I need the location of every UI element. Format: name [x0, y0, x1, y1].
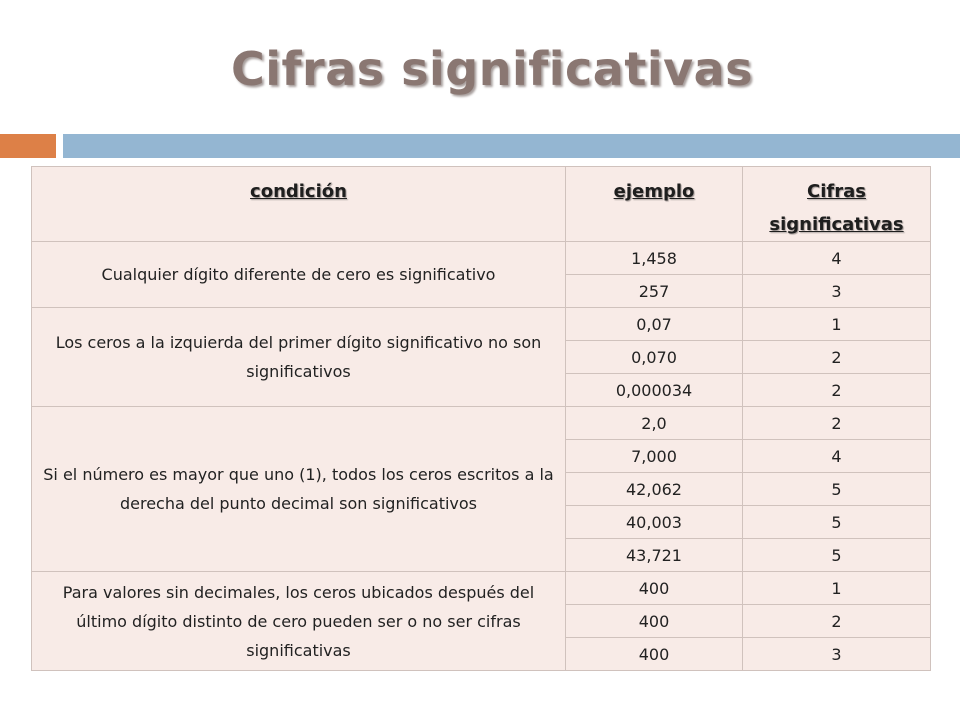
example-cell: 257	[566, 275, 743, 308]
figures-cell: 2	[743, 605, 931, 638]
condition-cell: Si el número es mayor que uno (1), todos los ceros escritos a la derecha del punto decimal son significativos	[32, 407, 566, 572]
figures-cell: 1	[743, 572, 931, 605]
condition-cell: Para valores sin decimales, los ceros ubicados después del último dígito distinto de cero pueden ser o no ser cifras significativas	[32, 572, 566, 671]
figures-cell: 2	[743, 374, 931, 407]
table-row	[32, 407, 931, 440]
table-header-row	[32, 167, 931, 242]
figures-cell: 1	[743, 308, 931, 341]
example-cell: 43,721	[566, 539, 743, 572]
header-example: ejemplo	[566, 167, 743, 242]
table-row	[32, 572, 931, 605]
example-cell: 400	[566, 605, 743, 638]
example-cell: 7,000	[566, 440, 743, 473]
figures-cell: 4	[743, 440, 931, 473]
example-cell: 1,458	[566, 242, 743, 275]
figures-cell: 3	[743, 638, 931, 671]
header-condition: condición	[32, 167, 566, 242]
figures-cell: 5	[743, 539, 931, 572]
table-row	[32, 308, 931, 341]
example-cell: 0,070	[566, 341, 743, 374]
figures-cell: 4	[743, 242, 931, 275]
example-cell: 400	[566, 572, 743, 605]
example-cell: 2,0	[566, 407, 743, 440]
figures-cell: 5	[743, 506, 931, 539]
example-cell: 40,003	[566, 506, 743, 539]
example-cell: 0,000034	[566, 374, 743, 407]
significant-figures-table	[31, 166, 931, 671]
condition-cell: Cualquier dígito diferente de cero es significativo	[32, 242, 566, 308]
figures-cell: 5	[743, 473, 931, 506]
accent-bar-blue	[63, 134, 960, 158]
slide-title: Cifras significativas	[230, 42, 753, 96]
accent-bar-orange	[0, 134, 56, 158]
figures-cell: 2	[743, 407, 931, 440]
figures-cell: 3	[743, 275, 931, 308]
header-significant-figures: Cifras significativas	[743, 167, 931, 242]
table-row	[32, 242, 931, 275]
example-cell: 0,07	[566, 308, 743, 341]
figures-cell: 2	[743, 341, 931, 374]
example-cell: 42,062	[566, 473, 743, 506]
condition-cell: Los ceros a la izquierda del primer dígito significativo no son significativos	[32, 308, 566, 407]
example-cell: 400	[566, 638, 743, 671]
